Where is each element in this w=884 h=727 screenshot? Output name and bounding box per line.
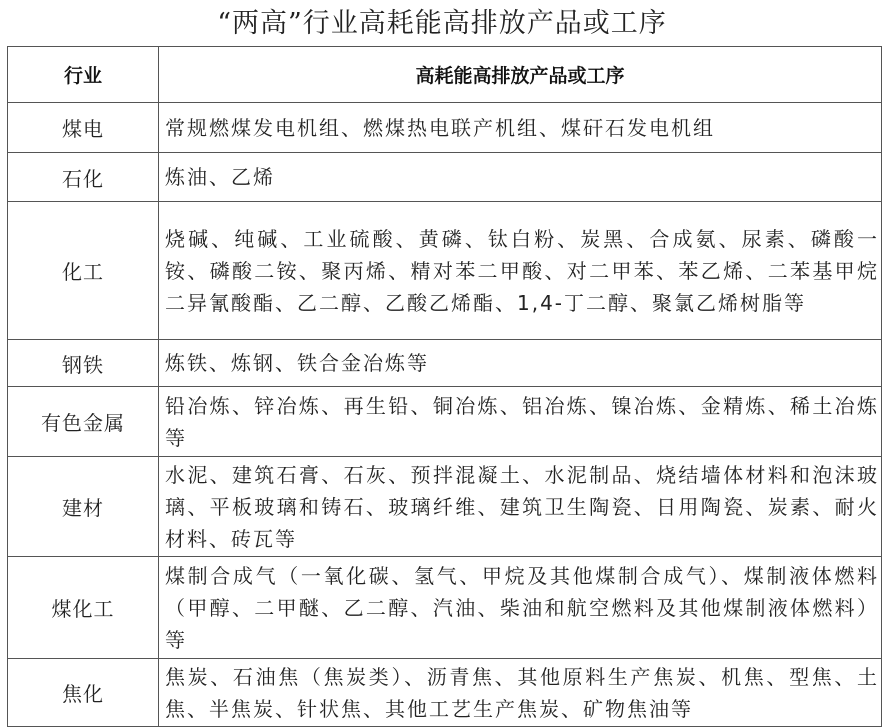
table-row	[8, 153, 882, 202]
products-cell: 炼铁、炼钢、铁合金冶炼等	[159, 340, 882, 387]
header-industry: 行业	[8, 47, 159, 103]
table-row	[8, 557, 882, 659]
table-row	[8, 103, 882, 153]
header-products: 高耗能高排放产品或工序	[159, 47, 882, 103]
table-row	[8, 457, 882, 557]
industry-cell: 煤电	[8, 103, 159, 153]
products-cell: 烧碱、纯碱、工业硫酸、黄磷、钛白粉、炭黑、合成氨、尿素、磷酸一铵、磷酸二铵、聚丙烯、精对苯二甲酸、对二甲苯、苯乙烯、二苯基甲烷二异氰酸酯、乙二醇、乙酸乙烯酯、1,4-丁二醇、聚氯乙烯树脂等	[159, 202, 882, 340]
table-row	[8, 659, 882, 727]
header-row	[8, 47, 882, 103]
table-row	[8, 340, 882, 387]
products-cell: 铅冶炼、锌冶炼、再生铅、铜冶炼、铝冶炼、镍冶炼、金精炼、稀土冶炼等	[159, 387, 882, 457]
industry-table	[7, 46, 882, 727]
industry-cell: 焦化	[8, 659, 159, 727]
industry-cell: 钢铁	[8, 340, 159, 387]
products-cell: 炼油、乙烯	[159, 153, 882, 202]
table-title: “两高”行业高耗能高排放产品或工序	[217, 8, 667, 39]
products-cell: 煤制合成气（一氧化碳、氢气、甲烷及其他煤制合成气）、煤制液体燃料（甲醇、二甲醚、乙二醇、汽油、柴油和航空燃料及其他煤制液体燃料）等	[159, 557, 882, 659]
industry-cell: 化工	[8, 202, 159, 340]
industry-cell: 建材	[8, 457, 159, 557]
industry-cell: 有色金属	[8, 387, 159, 457]
table-row	[8, 387, 882, 457]
products-cell: 常规燃煤发电机组、燃煤热电联产机组、煤矸石发电机组	[159, 103, 882, 153]
products-cell: 水泥、建筑石膏、石灰、预拌混凝土、水泥制品、烧结墙体材料和泡沫玻璃、平板玻璃和铸石、玻璃纤维、建筑卫生陶瓷、日用陶瓷、炭素、耐火材料、砖瓦等	[159, 457, 882, 557]
table-row	[8, 202, 882, 340]
products-cell: 焦炭、石油焦（焦炭类）、沥青焦、其他原料生产焦炭、机焦、型焦、土焦、半焦炭、针状焦、其他工艺生产焦炭、矿物焦油等	[159, 659, 882, 727]
industry-cell: 煤化工	[8, 557, 159, 659]
industry-cell: 石化	[8, 153, 159, 202]
